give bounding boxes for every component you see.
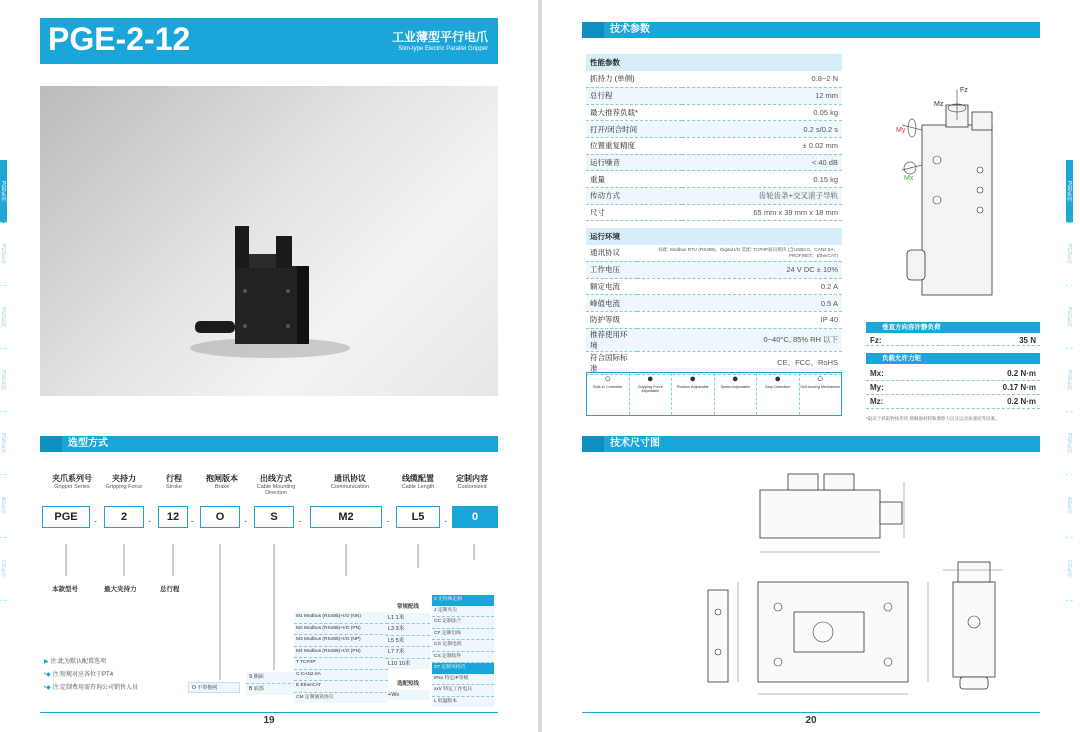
table-row: 重量 0.15 kg [586,171,842,188]
sub-label-stroke: 总行程 [160,586,180,593]
code-mount: S [254,506,294,528]
code-custom: 0 [452,506,498,528]
table-row: 打开/闭合时间 0.2 s/0.2 s [586,121,842,138]
table-row: 总行程 12 mm [586,87,842,104]
side-tab[interactable]: PGE系列 [0,160,7,223]
side-tab[interactable]: PGE系列 [0,349,7,412]
col-head-stroke: 行程 Stroke [166,474,182,490]
feature-item: ● Gripping Force Adjustable [630,373,673,415]
fz-row: Fz: 35 N [866,336,1040,346]
side-tab[interactable]: PGE系列 [1066,160,1073,223]
product-title: PGE-2-12 [48,21,191,57]
feature-item: ● Drop Detection [757,373,800,415]
feature-icons [586,372,842,416]
col-head-custom: 定制内容 Customized [456,474,488,490]
side-tabs-left [0,160,14,601]
col-head-series: 夹爪系列号 Gripper Series [52,474,92,490]
table-row: 符合国际标准 CE、FCC、RoHS [586,351,842,374]
product-en-title: Slim-type Electric Parallel Gripper [398,46,488,52]
side-tab[interactable]: PGK系列 [1066,412,1073,475]
mount-options: S 侧面 B 底部 [246,672,296,695]
selection-section-title: 选型方式 [40,436,498,452]
side-tab[interactable]: PGC系列 [1066,286,1073,349]
code-cable: L5 [396,506,440,528]
gripper-image [40,86,498,396]
footnote: *取决于抓取物体形状,接触面材料和摩擦力以及运动加速度等因素。 [866,416,1000,421]
table-row: 传动方式 齿轮齿条+交叉滚子导轨 [586,188,842,205]
side-tab[interactable]: PGS系列 [0,223,7,286]
product-photo [40,86,498,396]
page-number-left: 19 [263,715,275,726]
custom-options: 0 无特殊定制 J 定制夹尖 CC 定制法兰 CF 定制出线 CG 定制电机 CS 定制软件 ST 定制夹持爪 IPxx 特定IP等级 xxV 特定工作电压 L 低温版本 [432,595,494,707]
col-head-cable: 线缆配置 Cable Length [401,474,435,490]
side-tab[interactable]: PGE系列 [1066,349,1073,412]
col-head-brake: 抱闸版本 Brake [206,474,238,490]
col-head-mount: 出线方式 Cable Mounting Direction [256,474,296,496]
table-row: 尺寸 65 mm x 39 mm x 18 mm [586,204,842,221]
code-brake: O [200,506,240,528]
side-tab[interactable]: CG系列 [0,538,7,601]
table-row: 防护等级 IP 40 [586,311,842,328]
feature-item: ○ Built-in Controller [587,373,630,415]
table-row: 峰值电流 0.5 A [586,295,842,312]
table-row: 抓持力 (单侧) 0.8~2 N [586,71,842,88]
feature-item: ● Position Adjustable [672,373,715,415]
right-page [542,0,1080,732]
side-tab[interactable]: AG系列 [1066,475,1073,538]
feature-item: ● Speed Adjustable [715,373,758,415]
side-tabs-right [1066,160,1080,601]
note-item: •◆ 注:短规对应各位于PT4 [44,672,114,678]
code-comm: M2 [310,506,382,528]
vertical-load-head: 垂直方向容许静负荷 [866,322,1040,333]
feature-item: ○ Self-locking Mechanism [800,373,841,389]
environment-table: 运行环境 通讯协议 标配: Modbus RTU (RS485)、Digital I/O 选配: TCP/IP通讯模块 (含USB2.0、CAN2.0A、PROFINET、EtherCAT) 工作电压 24 V DC ± 10% 额定电流 0.2 A 峰值电流 0.5 A 防护等级 IP 40 推荐使用环境 0~40°C, 85% RH 以下 符合国际标准 CE、FCC、RoHS [586,228,842,375]
cable-options: 常规配线 L1 1米 L3 3米 L5 5米 L7 7米 L10 10米 选配短线 +Wx [386,602,430,700]
axis-label: Fz [960,87,968,94]
table-row: 最大推荐负载* 0.05 kg [586,104,842,121]
side-tab[interactable]: CG系列 [1066,538,1073,601]
table-row: 工作电压 24 V DC ± 10% [586,261,842,278]
table-row: 推荐使用环境 0~40°C, 85% RH 以下 [586,328,842,351]
tech-section-title: 技术参数 [582,22,1040,38]
sub-label-model: 本款型号 [52,586,78,593]
page-number-right: 20 [805,715,817,726]
col-head-comm: 通讯协议 Communication [330,474,370,490]
selection-notes [44,656,138,695]
sub-label-force: 最大夹持力 [104,586,137,593]
col-head-force: 夹持力 Gripping Force [105,474,143,490]
side-tab[interactable]: AG系列 [0,475,7,538]
side-tab[interactable]: PGC系列 [0,286,7,349]
moment-row: Mz: 0.2 N·m [866,395,1040,409]
axis-label: Mx [904,175,914,182]
moment-row: Mx: 0.2 N·m [866,367,1040,381]
note-item: •◆ 注:定制费用需咨询公司销售人员 [44,685,139,691]
moments-list [866,367,1040,409]
gripper-axis-drawing [862,80,1042,300]
table-row: 通讯协议 标配: Modbus RTU (RS485)、Digital I/O 选配: TCP/IP通讯模块 (含USB2.0、CAN2.0A、PROFINET、EtherCAT) [586,245,842,262]
side-tab[interactable]: PGK系列 [0,412,7,475]
table-row: 位置重复精度 ± 0.02 mm [586,137,842,154]
table-row: 运行噪音 < 40 dB [586,154,842,171]
brake-option: O 不带抱闸 [188,682,240,693]
product-cn-title: 工业薄型平行电爪 [391,30,488,44]
code-series: PGE [42,506,90,528]
note-item: ▶ 注:此为默认配置选项 [44,659,106,665]
moment-head: 负载允许力矩 [866,353,1040,364]
product-header [40,18,498,64]
dimension-drawing [598,462,1038,708]
comm-options: M1 Modbus (RS485)+I/O (NN) M2 Modbus (RS485)+I/O (PN) M3 Modbus (RS485)+I/O (NP) M4 Modbus (RS485)+I/O (PN) T TCP/IP C CAN2.0A E EtherCAT CM 定制通讯协议 [294,612,388,703]
left-page: PGE系列 PGS系列 PGC系列 PGE系列 PGK系列 AG系列 CG系列 PGE-2-12 工业薄型平行电爪 Slim-type Electric Parallel Gripper 选型方式 夹爪系列号 Gripper Series 夹持力 Gripping Force 行程 Stroke 抱闸版本 Brake 出线方式 Cable Mounting Direction 通讯协议 Communication 线缆配置 Cable Length 定制内容 Customized PGE - 2 - 12 - O - S - M2 - L5 - 0 本款型号 最大夹持力 总行程 ▶ 注:此为默认配置选项 •◆ 注:短规对应各位于PT4 •◆ 注:定制费用需咨询公司销售人员 O 不带抱闸 S 侧面 B 底部 M1 Modbus (RS485)+I/O (NN) M2 Modbus (RS485)+I/O (PN) M3 Modbus (RS485)+I/O (NP) M4 Modbus (RS485)+I/O (PN) T TCP/IP C CAN2.0A E EtherCAT CM 定制通讯协议 常规配线 L1 1米 L3 3米 L5 5米 L7 7米 L10 10米 选配短线 +Wx 0 无特殊定制 J 定制夹尖 CC 定制法兰 CF 定制出线 CG 定制电机 CS 定制软件 ST 定制夹持爪 IPxx 特定IP等级 xxV 特定工作电压 L 低温版本 19 [0,0,538,732]
code-force: 2 [104,506,144,528]
table-row: 额定电流 0.2 A [586,278,842,295]
axis-label: Mz [934,101,944,108]
code-stroke: 12 [158,506,188,528]
performance-table: 性能参数 抓持力 (单侧) 0.8~2 N 总行程 12 mm 最大推荐负载* 0.05 kg 打开/闭合时间 0.2 s/0.2 s 位置重复精度 ± 0.02 mm 运行噪音 < 40 dB 重量 0.15 kg 传动方式 齿轮齿条+交叉滚子导轨 尺寸 65 mm x 39 mm x 18 mm [586,54,842,221]
dimension-section-title: 技术尺寸图 [582,436,1040,452]
side-tab[interactable]: PGS系列 [1066,223,1073,286]
axis-label: My [896,127,906,134]
moment-row: My: 0.17 N·m [866,381,1040,395]
